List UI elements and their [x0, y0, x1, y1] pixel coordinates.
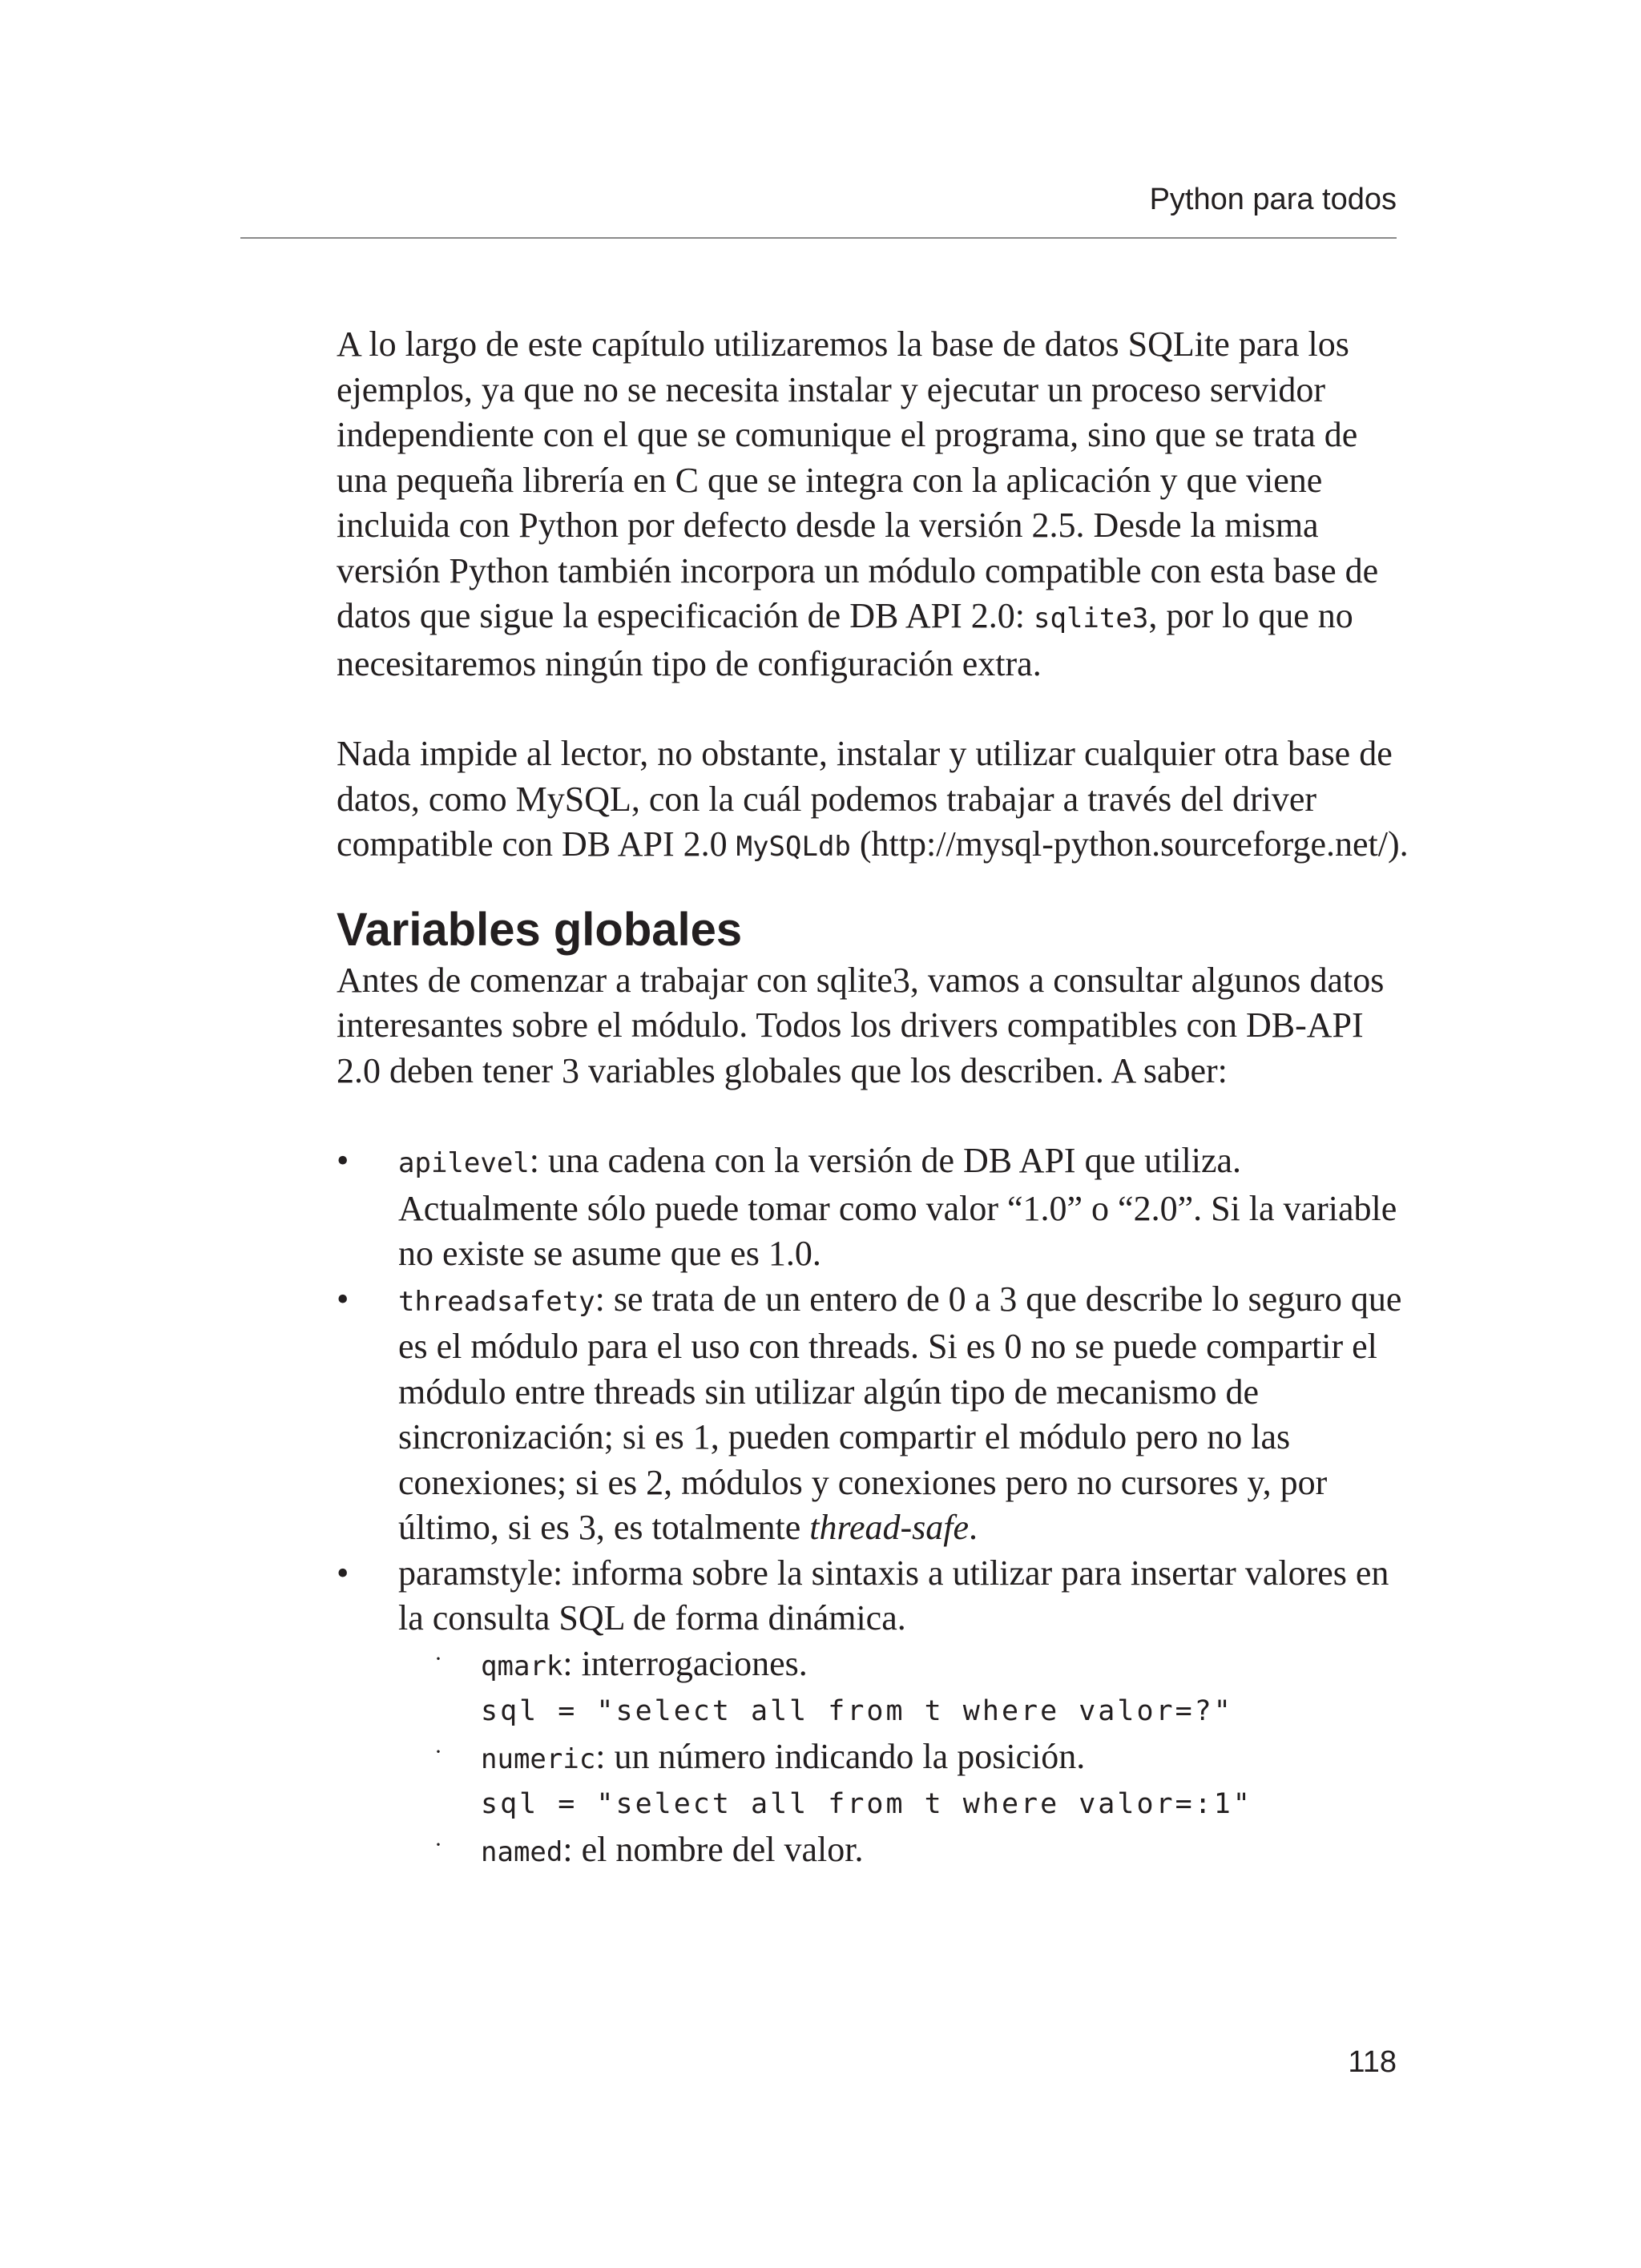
sub-item-qmark [398, 1642, 1410, 1734]
inline-code-mysqldb: MySQLdb [736, 831, 851, 863]
intro-p1-text-a: A lo largo de este capítulo utilizaremos la base de datos SQLite para los ejemplos, ya que no se necesita instalar y ejecutar un proceso servidor independiente con el que se comunique el programa, sino que se trata de una pequeña librería en C que se integra con la aplicación y que viene incluida con Python por defecto desde la versión 2.5. Desde la misma versión Python también incorpora un módulo compatible con esta base de datos que sigue la especificación de DB API 2.0: [337, 324, 1379, 635]
section-heading: Variables globales [337, 903, 743, 956]
numeric-description: : un número indicando la posición. [595, 1736, 1086, 1776]
thread-safe-term: thread-safe [809, 1508, 970, 1547]
intro-paragraph-2 [337, 731, 1410, 870]
code-threadsafety: threadsafety [398, 1285, 595, 1318]
intro-p2-text-a: Nada impide al lector, no obstante, instalar y utilizar cualquier otra base de datos, como MySQL, con la cuál podemos trabajar a través del driver compatible con DB API 2.0 [337, 734, 1393, 864]
bullet-icon: • [337, 1553, 349, 1593]
apilevel-description: : una cadena con la versión de DB API que utiliza. Actualmente sólo puede tomar como valor “1.0” o “2.0”. Si la variable no existe se asume que es 1.0. [398, 1141, 1397, 1273]
sub-bullet-icon: · [434, 1645, 442, 1672]
qmark-example-code: sql = "select all from t where valor=?" [481, 1695, 1233, 1727]
intro-p2-text-b: (http://mysql-python.sourceforge.net/). [850, 824, 1409, 864]
bullet-icon: • [337, 1141, 349, 1180]
list-item-apilevel [337, 1138, 1410, 1277]
code-apilevel: apilevel [398, 1147, 530, 1179]
intro-p1-text-b: , por lo que no necesitaremos ningún tipo de configuración extra. [337, 596, 1353, 683]
paramstyle-description: paramstyle: informa sobre la sintaxis a utilizar para insertar valores en la consulta SQL de forma dinámica. [398, 1553, 1389, 1638]
page-body [337, 322, 1410, 1875]
list-item-paramstyle [337, 1551, 1410, 1875]
running-header-title: Python para todos [1149, 183, 1397, 216]
section-intro-paragraph: Antes de comenzar a trabajar con sqlite3, vamos a consultar algunos datos interesantes sobre el módulo. Todos los drivers compatibles con DB-API 2.0 deben tener 3 variables globales que los describen. A saber: [337, 960, 1385, 1090]
intro-paragraph-1 [337, 322, 1410, 687]
global-variables-list [337, 1138, 1410, 1875]
code-numeric: numeric [481, 1742, 596, 1775]
threadsafety-description: : se trata de un entero de 0 a 3 que describe lo seguro que es el módulo para el uso con threads. Si es 0 no se puede compartir el módulo entre threads sin utilizar algún tipo de mecanismo de sincronización; si es 1, pueden compartir el módulo pero no las conexiones; si es 2, módulos y conexiones pero no cursores y, por último, si es 3, es totalmente [398, 1279, 1402, 1547]
qmark-description: : interrogaciones. [562, 1643, 808, 1683]
sub-item-numeric [398, 1734, 1410, 1827]
list-item-threadsafety [337, 1277, 1410, 1551]
sub-bullet-icon: · [434, 1738, 442, 1765]
header-divider [240, 237, 1397, 239]
paramstyle-options-list [398, 1642, 1410, 1875]
bullet-icon: • [337, 1279, 349, 1319]
threadsafety-end: . [969, 1508, 978, 1547]
code-named: named [481, 1835, 563, 1868]
code-qmark: qmark [481, 1650, 563, 1682]
numeric-example-code: sql = "select all from t where valor=:1" [481, 1788, 1252, 1820]
sub-bullet-icon: · [434, 1831, 442, 1858]
inline-code-sqlite3: sqlite3 [1034, 602, 1149, 634]
page-number: 118 [1348, 2045, 1397, 2079]
sub-item-named [398, 1827, 1410, 1875]
named-description: : el nombre del valor. [562, 1829, 864, 1869]
